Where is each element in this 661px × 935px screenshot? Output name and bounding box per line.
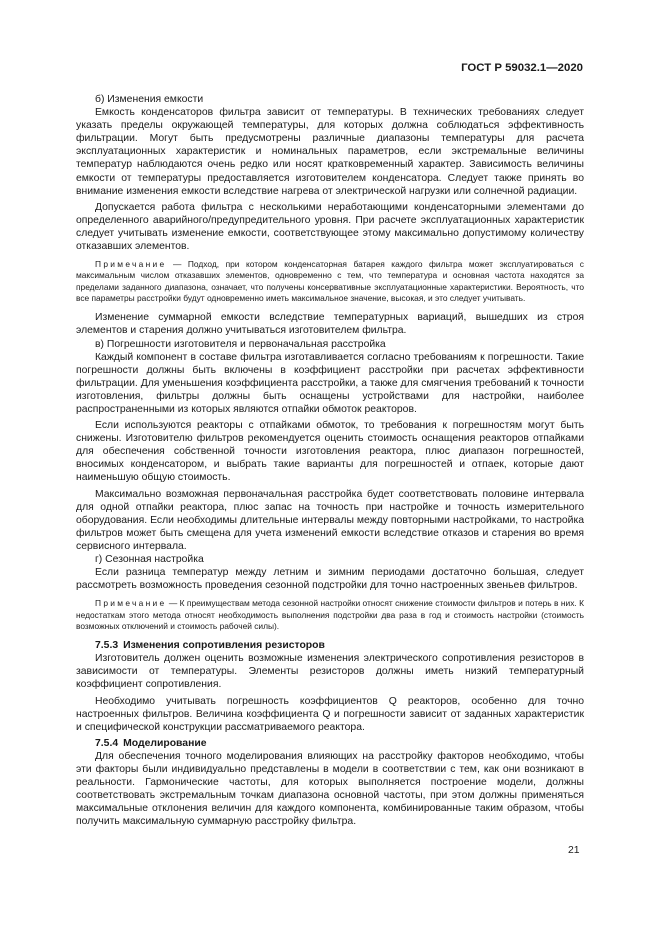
note-label: Примечание — [95, 259, 167, 270]
section-heading — [76, 737, 584, 750]
section-number: 7.5.3 — [95, 640, 119, 652]
paragraph: Каждый компонент в составе фильтра изготавливается согласно требованиям к погрешности. Такие погрешности должны быть включены в коэффициент расстройки при расчетах эффективности фильтрации. Для уменьшения коэффициента расстройки, а также для смягчения требований к точности изготовления, фильтры должны быть оснащены устройствами для настройки, наиболее распространенными из которых являются отпайки обмоток реакторов. — [76, 351, 584, 415]
paragraph: Допускается работа фильтра с несколькими неработающими конденсаторными элементами до определенного аварийного/предупредительного уровня. При расчете эксплуатационных характеристик следует учитывать изменение емкости, соответствующее этому максимально допустимому количеству отказавших элементов. — [76, 201, 584, 253]
page-number: 21 — [568, 845, 580, 856]
paragraph: Изменение суммарной емкости вследствие температурных вариаций, вышедших из строя элементов и старения должно учитываться изготовителем фильтра. — [76, 312, 584, 337]
standard-header: ГОСТ Р 59032.1—2020 — [461, 62, 583, 74]
section-number: 7.5.4 — [95, 737, 119, 749]
paragraph: Для обеспечения точного моделирования влияющих на расстройку факторов необходимо, чтобы эти факторы были индивидуально представлены в модели в соответствии с тем, как они возникают в реальности. Гармонические частоты, для которых выполняется построение модели, должны соответствовать экстремальным точкам диапазона основной частоты, при этом должны применяться максимальные отклонения величин для каждого компонента, комбинированные таким образом, чтобы получить максимальную суммарную расстройку фильтра. — [76, 750, 584, 828]
paragraph: Изготовитель должен оценить возможные изменения электрического сопротивления резисторов в зависимости от температуры. Элементы резисторов должны иметь низкий температурный коэффициент сопротивления. — [76, 653, 584, 691]
paragraph: б) Изменения емкости — [95, 94, 204, 105]
section-title: Моделирование — [123, 737, 207, 749]
section-heading — [76, 639, 584, 652]
note — [76, 259, 584, 304]
note-label: Примечание — [95, 598, 167, 609]
paragraph: в) Погрешности изготовителя и первоначальная расстройка — [95, 338, 386, 350]
paragraph: г) Сезонная настройка — [95, 554, 204, 565]
section-title: Изменения сопротивления резисторов — [123, 640, 325, 652]
document-body — [76, 93, 584, 828]
note-text: — К преимуществам метода сезонной настройки относят снижение стоимости фильтров и потерь в них. К недостаткам этого метода относят необходимость выполнения подстройки два раза в год и стоимость настройки (стоимость возможных отключений и стоимость рабочей силы). — [76, 598, 584, 631]
note-text: — Подход, при котором конденсаторная батарея каждого фильтра может эксплуатироваться с максимальным числом отказавших элементов, одновременно с тем, что температура и основная частота находятся за пределами заданного диапазона, означает, что получены консервативные эксплуатационные характеристики. Вероятность, что все параметры расстройки будут одновременно иметь максимальное значение, высокая, и это следует учитывать. — [76, 259, 584, 304]
paragraph: Максимально возможная первоначальная расстройка будет соответствовать половине интервала для одной отпайки реактора, плюс запас на точность при настройке и точность измерительного оборудования. Если необходимы длительные интервалы между повторными настройками, то настройка фильтров может быть смещена для учета изменений емкости вследствие отказов и старения во время сервисного интервала. — [76, 488, 584, 552]
paragraph: Если используются реакторы с отпайками обмоток, то требования к погрешностям могут быть снижены. Изготовителю фильтров рекомендуется оценить стоимость оснащения реакторов отпайками для обеспечения собственной точности изготовления реактора, плюс диапазон погрешностей, вносимых конденсатором, и выбрать такие варианты для погрешностей и отпаек, которые дают наименьшую общую стоимость. — [76, 420, 584, 484]
paragraph: Если разница температур между летним и зимним периодами достаточно большая, следует рассмотреть возможность проведения сезонной подстройки для точно настроенных звеньев фильтров. — [76, 567, 584, 592]
paragraph: Емкость конденсаторов фильтра зависит от температуры. В технических требованиях следует указать пределы окружающей температуры, для которых должна соблюдаться эффективность фильтрации. Могут быть предусмотрены различные диапазоны температуры для расчета эксплуатационных характеристик и номинальных параметров, если экстремальные величины температур наблюдаются очень редко или носят кратковременный характер. Зависимость величины емкости от температуры предоставляется изготовителем конденсатора. Следует также принять во внимание изменения емкости вследствие нагрева от электрической нагрузки или солнечной радиации. — [76, 107, 584, 197]
note — [76, 598, 584, 632]
paragraph: Необходимо учитывать погрешность коэффициентов Q реакторов, особенно для точно настроенных фильтров. Величина коэффициента Q и погрешности зависит от заданных характеристик и специфической конструкции рассматриваемого реактора. — [76, 695, 584, 733]
